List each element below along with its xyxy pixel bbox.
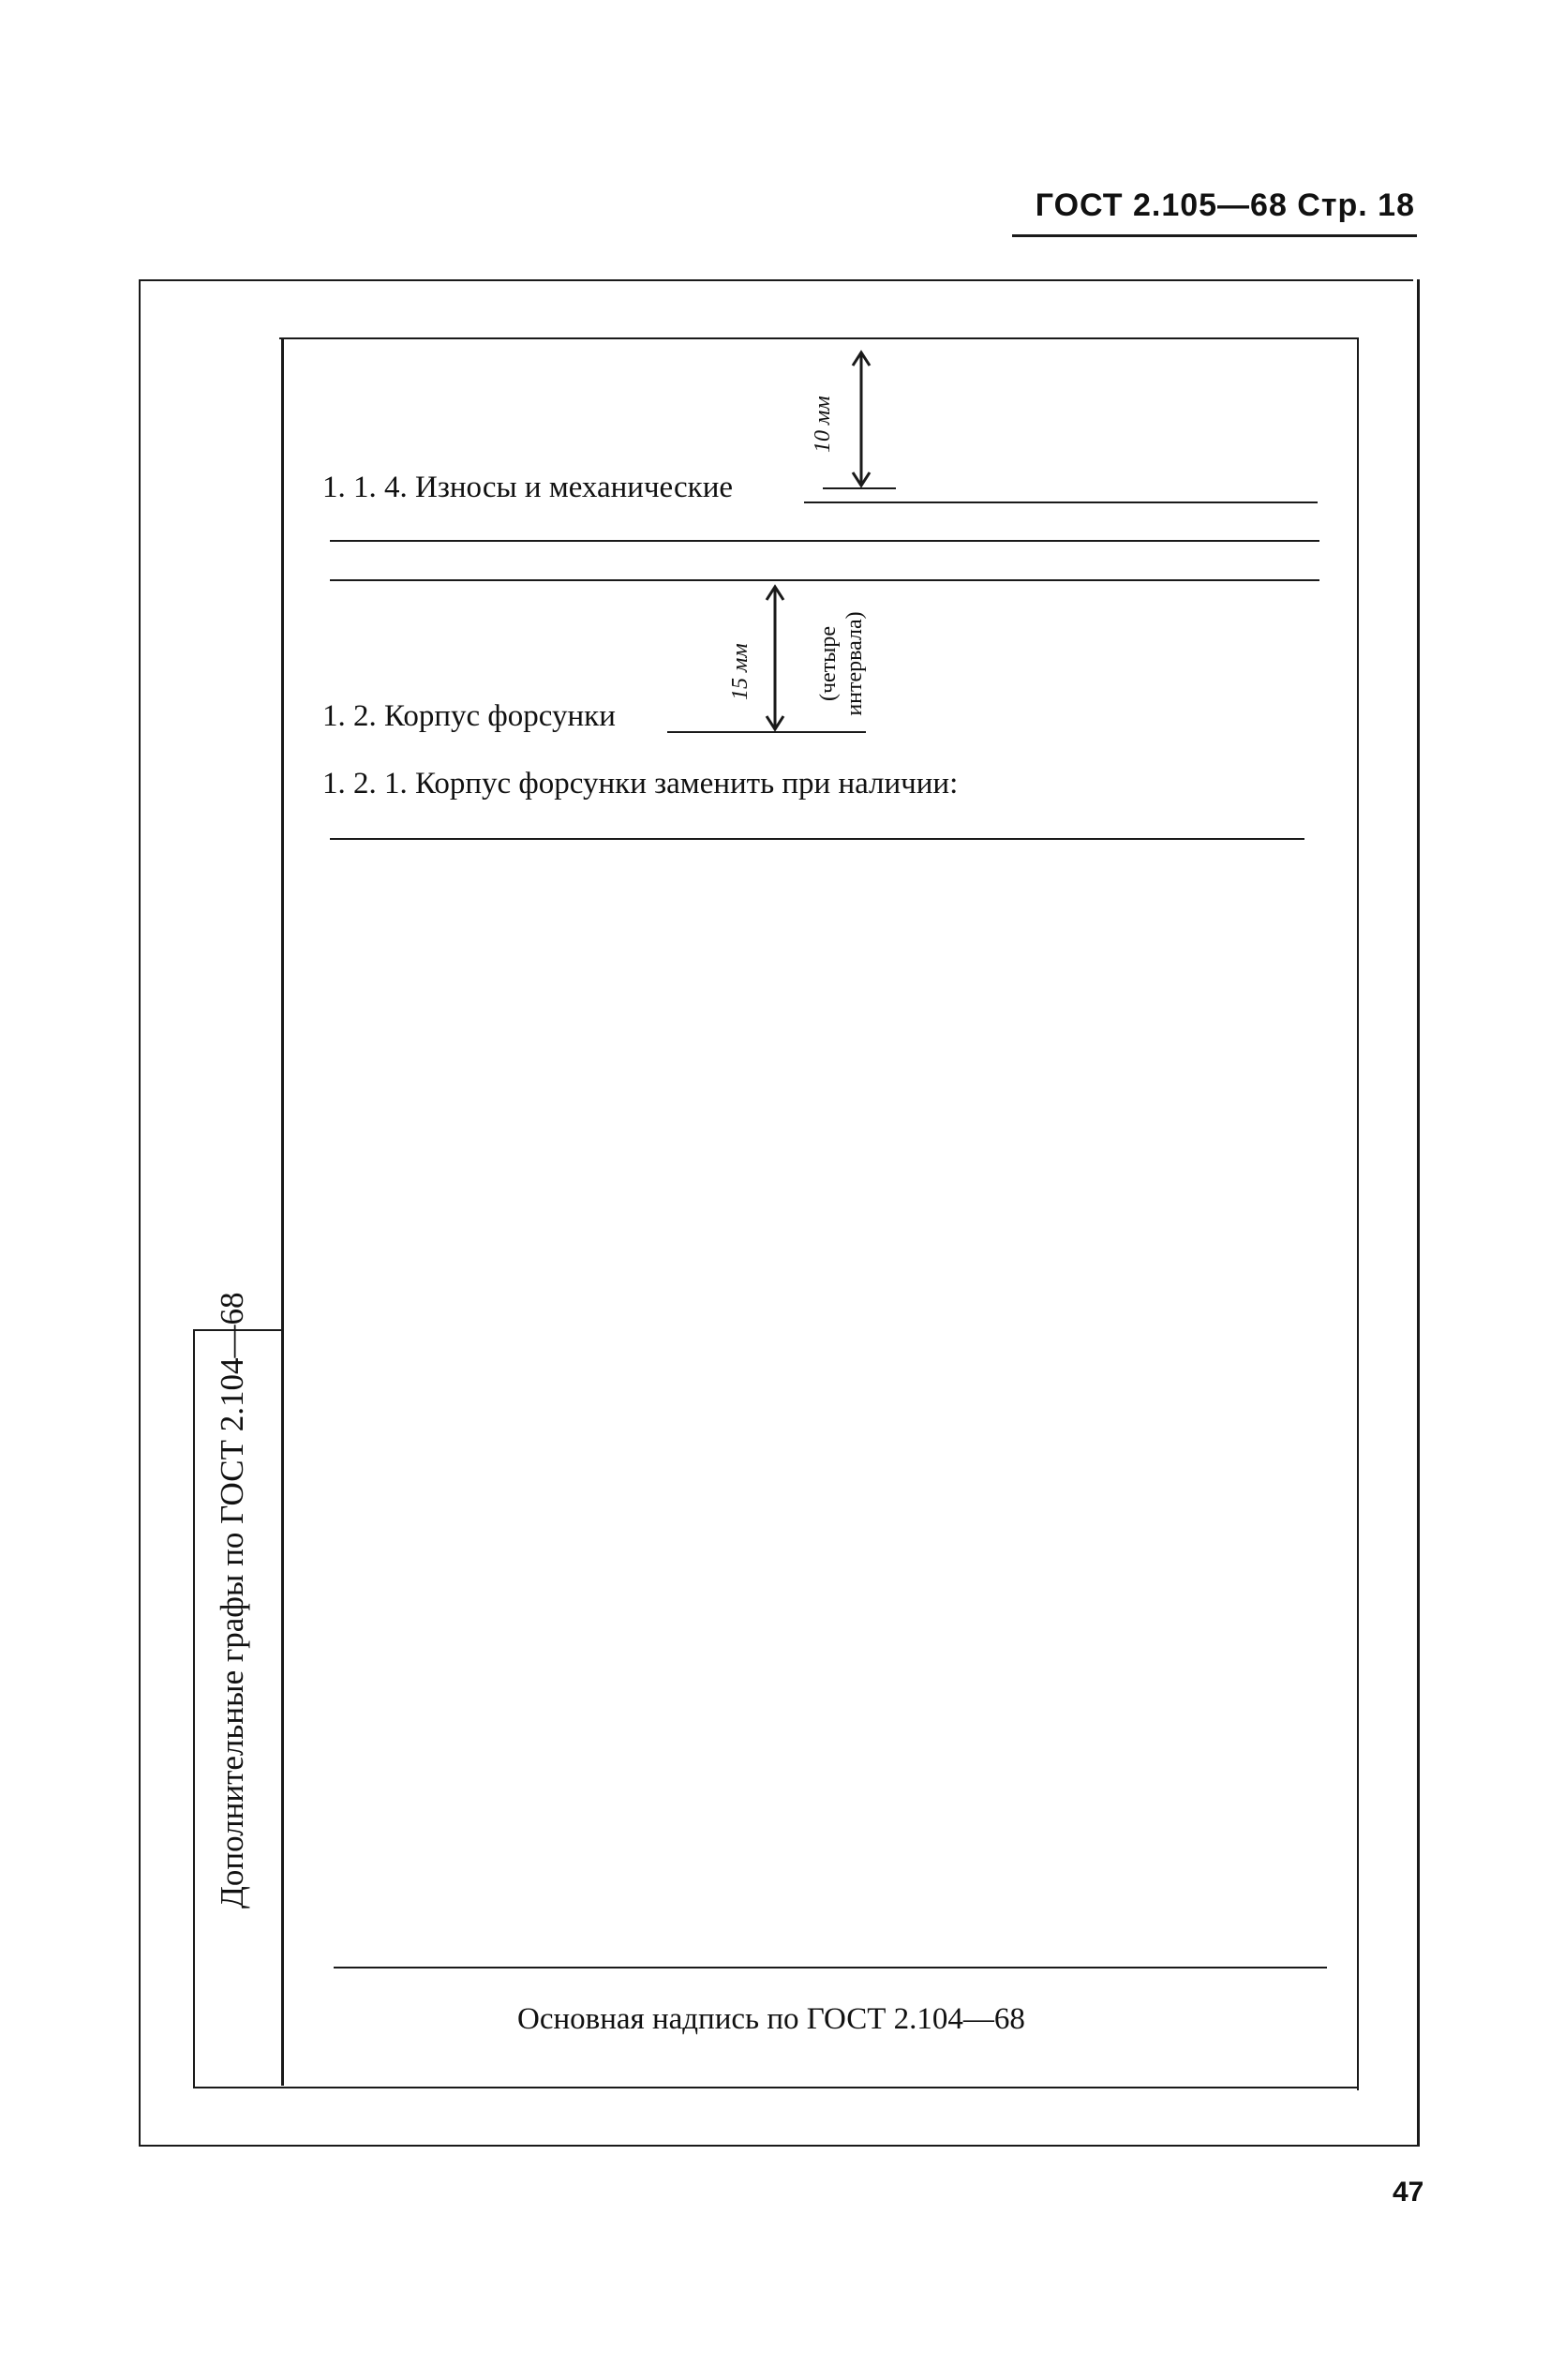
inner-frame-left (281, 337, 284, 2086)
item-1-1-4: 1. 1. 4. Износы и механические (322, 471, 734, 504)
page-number: 47 (1393, 2177, 1424, 2208)
page-header: ГОСТ 2.105—68 Стр. 18 (1035, 187, 1415, 223)
inner-frame-right (1357, 337, 1359, 2090)
stamp-line (334, 1967, 1327, 1968)
dim-15-note-wrap (815, 589, 872, 739)
item-1-2-1-line (330, 838, 1304, 840)
separator-line-1 (330, 540, 1319, 542)
separator-line-2 (330, 579, 1319, 581)
inner-frame-bottom (193, 2087, 1359, 2088)
stamp-label: Основная надпись по ГОСТ 2.104—68 (517, 2002, 1025, 2036)
dim-15-label: 15 мм (728, 643, 753, 700)
dim-15-note-line1: (четыре (816, 626, 841, 701)
dim-15-note-line2: интервала) (842, 611, 867, 716)
dimension-10mm-arrow (847, 349, 875, 489)
dim-10-label: 10 мм (811, 396, 835, 453)
item-1-2-line (667, 731, 866, 733)
outer-frame-bottom (139, 2145, 1419, 2147)
side-label: Дополнительные графы по ГОСТ 2.104—68 (214, 1292, 250, 1908)
outer-frame-top (139, 279, 1413, 281)
item-1-2-1: 1. 2. 1. Корпус форсунки заменить при наличии: (322, 767, 959, 801)
dimension-15mm-arrow (761, 583, 789, 733)
header-underline (1012, 234, 1417, 237)
inner-frame-top (279, 337, 1357, 339)
outer-frame-right (1417, 279, 1420, 2147)
dim-10-wrap (811, 359, 839, 453)
dim-15-wrap (728, 606, 756, 700)
side-label-wrap (214, 1292, 255, 1908)
side-box-left (193, 1329, 195, 2087)
item-1-2: 1. 2. Корпус форсунки (322, 699, 616, 733)
outer-frame-left (139, 279, 141, 2147)
item-1-1-4-line (804, 501, 1318, 503)
